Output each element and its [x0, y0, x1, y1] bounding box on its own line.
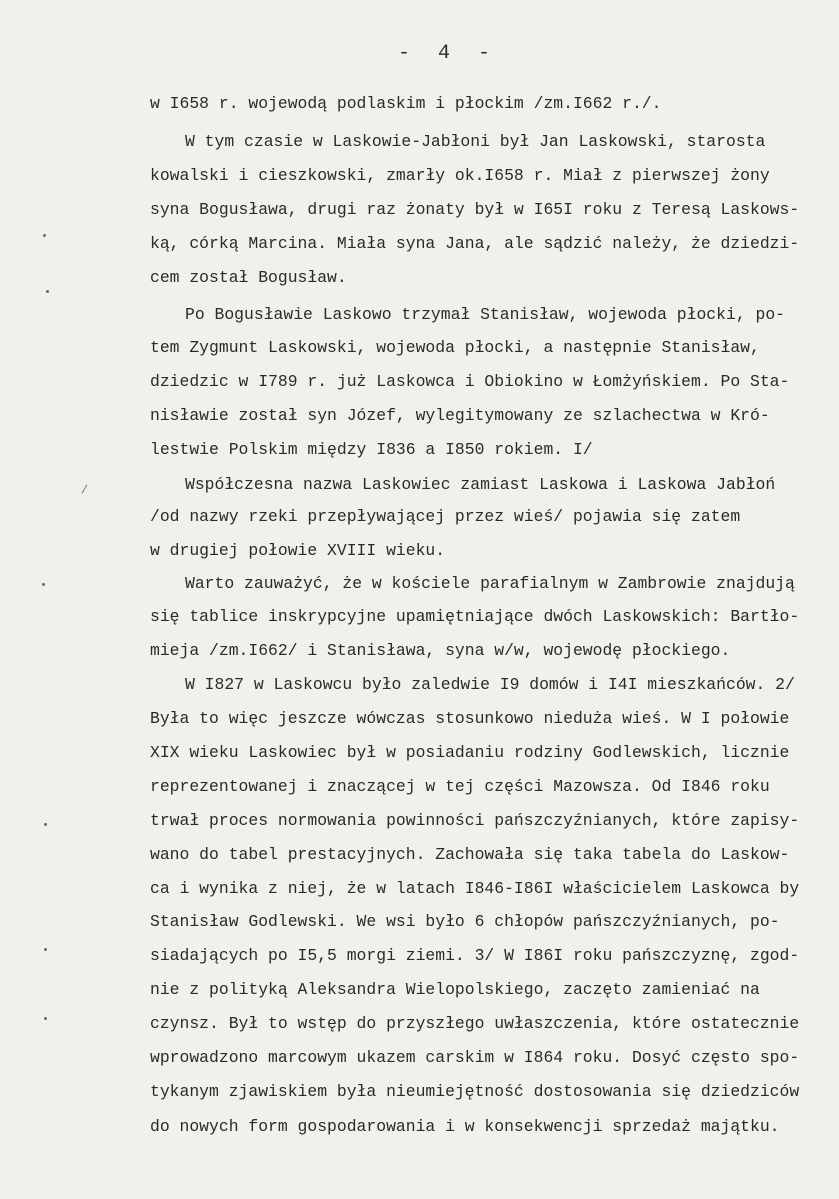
text-line: nie z polityką Aleksandra Wielopolskiego, zaczęto zamieniać na — [150, 980, 760, 999]
text-line: lestwie Polskim między I836 a I850 rokiem. I/ — [150, 440, 593, 459]
text-line: reprezentowanej i znaczącej w tej części Mazowsza. Od I846 roku — [150, 777, 770, 796]
text-line: nisławie został syn Józef, wylegitymowany ze szlachectwa w Kró- — [150, 406, 770, 425]
text-line: w I658 r. wojewodą podlaskim i płockim /zm.I662 r./. — [150, 94, 662, 113]
text-line: Warto zauważyć, że w kościele parafialnym w Zambrowie znajdują — [185, 574, 795, 593]
text-line: W I827 w Laskowcu było zaledwie I9 domów i I4I mieszkańców. 2/ — [185, 675, 795, 694]
margin-mark — [82, 484, 88, 493]
text-line: trwał proces normowania powinności pańszczyźnianych, które zapisy- — [150, 811, 800, 830]
text-line: czynsz. Był to wstęp do przyszłego uwłaszczenia, które ostatecznie — [150, 1014, 800, 1033]
text-line: się tablice inskrypcyjne upamiętniające dwóch Laskowskich: Bartło- — [150, 607, 800, 626]
margin-speck — [44, 1017, 47, 1020]
text-line: ką, córką Marcina. Miała syna Jana, ale sądzić należy, że dziedzi- — [150, 234, 800, 253]
text-line: XIX wieku Laskowiec był w posiadaniu rodziny Godlewskich, licznie — [150, 743, 790, 762]
margin-speck — [46, 290, 49, 293]
margin-speck — [42, 583, 45, 586]
margin-speck — [44, 948, 47, 951]
text-line: kowalski i cieszkowski, zmarły ok.I658 r. Miał z pierwszej żony — [150, 166, 770, 185]
text-line: Współczesna nazwa Laskowiec zamiast Laskowa i Laskowa Jabłoń — [185, 475, 776, 494]
text-line: syna Bogusława, drugi raz żonaty był w I65I roku z Teresą Laskows- — [150, 200, 800, 219]
text-line: /od nazwy rzeki przepływającej przez wieś/ pojawia się zatem — [150, 507, 741, 526]
text-line: do nowych form gospodarowania i w konsekwencji sprzedaż majątku. — [150, 1117, 780, 1136]
page-number: - 4 - — [398, 42, 499, 65]
text-line: W tym czasie w Laskowie-Jabłoni był Jan Laskowski, starosta — [185, 132, 766, 151]
text-line: mieja /zm.I662/ i Stanisława, syna w/w, wojewodę płockiego. — [150, 641, 731, 660]
text-line: Po Bogusławie Laskowo trzymał Stanisław, wojewoda płocki, po- — [185, 305, 785, 324]
text-line: tykanym zjawiskiem była nieumiejętność dostosowania się dziedziców — [150, 1082, 800, 1101]
margin-speck — [44, 823, 47, 826]
margin-speck — [43, 234, 46, 237]
text-line: wano do tabel prestacyjnych. Zachowała się taka tabela do Laskow- — [150, 845, 790, 864]
text-line: ca i wynika z niej, że w latach I846-I86I właścicielem Laskowca by — [150, 879, 800, 898]
text-line: wprowadzono marcowym ukazem carskim w I864 roku. Dosyć często spo- — [150, 1048, 800, 1067]
text-line: siadających po I5,5 morgi ziemi. 3/ W I86I roku pańszczyznę, zgod- — [150, 946, 800, 965]
text-line: Była to więc jeszcze wówczas stosunkowo nieduża wieś. W I połowie — [150, 709, 790, 728]
text-line: tem Zygmunt Laskowski, wojewoda płocki, a następnie Stanisław, — [150, 338, 760, 357]
text-line: Stanisław Godlewski. We wsi było 6 chłopów pańszczyźnianych, po- — [150, 912, 780, 931]
text-line: cem został Bogusław. — [150, 268, 347, 287]
text-line: w drugiej połowie XVIII wieku. — [150, 541, 446, 560]
text-line: dziedzic w I789 r. już Laskowca i Obiokino w Łomżyńskiem. Po Sta- — [150, 372, 790, 391]
